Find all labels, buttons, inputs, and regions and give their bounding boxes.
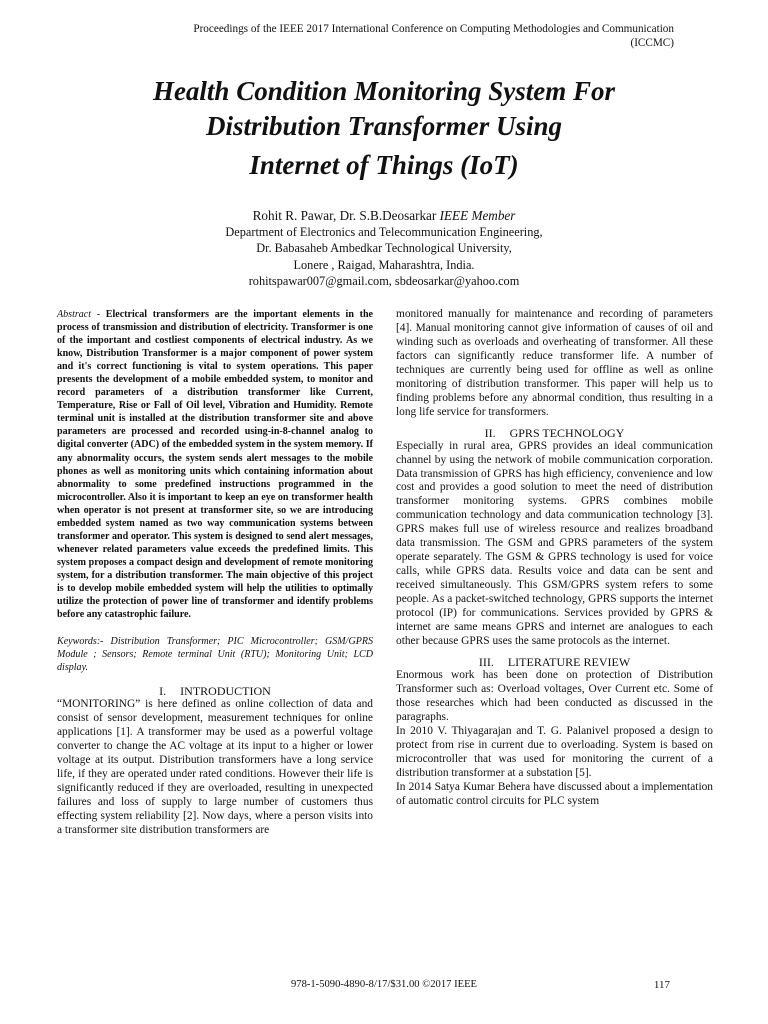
proceedings-line-1: Proceedings of the IEEE 2017 International Conference on Computing Methodologies and Communication — [193, 23, 674, 35]
author-names-line — [60, 208, 708, 224]
title-line-3: Internet of Things (IoT) — [249, 150, 519, 180]
section-number: II. — [484, 425, 496, 440]
proceedings-header — [114, 22, 674, 50]
literature-paragraph: In 2010 V. Thiyagarajan and T. G. Palanivel proposed a design to protect from rise in current due to overloading. System is based on microcontroller that was used for monitoring the current of a distribution transformer at a substation [5]. — [396, 724, 713, 779]
title-line-1: Health Condition Monitoring System For — [152, 76, 616, 106]
author-university: Dr. Babasaheb Ambedkar Technological University, — [256, 241, 512, 256]
gprs-text: Especially in rural area, GPRS provides an ideal communication channel by using the network of mobile communication corporation. Data transmission of GPRS has high efficiency, convenience and low cost and provides a good solution to meet the need of distribution transformer monitoring systems. GPRS combines mobile communication technology and data communication technology [3]. GPRS makes full use of wireless resource and realizes broadband data transmission. The GSM and GPRS parameters of the system operate separately. The GSM & GPRS technology is used for voice calls, while GPRS data. Results voice and data can be sent and received simultaneously. This GSM/GPRS system refers to some people. As a packet-switched technology, GPRS supports the internet protocol (IP) for communications. Services provided by GPRS & internet are same means GPRS and internet are analogues to each other because GPRS uses the same protocols as the internet. — [396, 439, 713, 647]
paper-title — [50, 74, 718, 183]
author-names: Rohit R. Pawar, Dr. S.B.Deosarkar — [252, 208, 437, 223]
section-heading-literature — [396, 655, 713, 669]
author-membership: IEEE Member — [439, 208, 516, 223]
section-heading-introduction — [57, 684, 373, 698]
section-heading-gprs — [396, 426, 713, 440]
introduction-text: “MONITORING” is here defined as online collection of data and consist of sensor development, measurement techniques for online applications [1]. A transformer may be used as a powerful voltage converter to change the AC voltage at its input to a higher or lower voltage at its output. Distribution transformers have a long service life, if they are operated under rated conditions. However their life is significantly reduced if they are overloaded, resulting in unexpected failures and loss of supply to large number of customers thus effecting system reliability [2]. Now days, where a person visits into a transformer site distribution transformers are — [57, 698, 373, 836]
literature-paragraph: In 2014 Satya Kumar Behera have discussed about a implementation of automatic control circuits for PLC system — [396, 780, 713, 807]
author-department: Department of Electronics and Telecommunication Engineering, — [225, 225, 543, 240]
title-line-2: Distribution Transformer Using — [205, 111, 563, 141]
author-location: Lonere , Raigad, Maharashtra, India. — [293, 257, 475, 272]
abstract-label: Abstract - — [57, 309, 101, 320]
section-number: III. — [478, 654, 494, 669]
introduction-continued-text: monitored manually for maintenance and recording of parameters [4]. Manual monitoring cannot give information of causes of oil and winding such as overloads and overheating of transformer. All these factors can significantly reduce transformer life. A number of techniques are currently being used for offline as well as online monitoring of distribution transformer. This paper will help us to finding problems before any abnormal condition, thus resulting in a long life service for transformers. — [396, 308, 713, 418]
abstract — [57, 308, 373, 621]
page-number: 117 — [653, 979, 670, 991]
section-title: GPRS TECHNOLOGY — [509, 425, 625, 440]
section-title: INTRODUCTION — [180, 684, 271, 699]
author-block — [60, 208, 708, 289]
author-emails: rohitspawar007@gmail.com, sbdeosarkar@yahoo.com — [248, 273, 520, 288]
right-column — [396, 308, 713, 808]
literature-paragraph: Enormous work has been done on protection of Distribution Transformer such as: Overload voltages, Over Current etc. Some of those researches which had been conducted as discussed in the paragraphs. — [396, 668, 713, 723]
abstract-text: Electrical transformers are the important elements in the process of transmission and distribution of electricity. Transformer is one of the important and costliest components of electrical industry. As we know, Distribution Transformer is a major component of power system and it's correct functioning is vital to system operations. This paper presents the development of a mobile embedded system, to monitor and record parameters of a distribution transformer like Current, Temperature, Rise or Fall of Oil level, Vibration and Humidity. Remote terminal unit is installed at the distribution transformer site and above parameters are processed and recorded using-in-8-channel analog to digital converter (ADC) of the embedded system in the system memory. If any abnormality occurs, the system sends alert messages to the mobile phones as well as monitoring units which containing information about abnormality to some predefined instructions programmed in the microcontroller. Also it is important to keep an eye on transformer health when operator is not present at transformer site, so we are introducing embedded system named as two way communication systems between transformer and operator. This system is designed to send alert messages, whenever related parameters value exceeds the predefined limits. This system proposes a compact design and development of remote monitoring system, for a distribution transformer. The main objective of this project is to develop mobile embedded system will help the utilities to optimally utilize the protection of power line of transformer and identify problems before any catastrophic failure. — [57, 309, 373, 621]
left-column — [57, 308, 373, 838]
keywords: Keywords:- Distribution Transformer; PIC Microcontroller; GSM/GPRS Module ; Sensors; Remote terminal Unit (RTU); Monitoring Unit; LCD display. — [57, 636, 373, 674]
footer-identifier: 978-1-5090-4890-8/17/$31.00 ©2017 IEEE — [290, 979, 478, 990]
section-title: LITERATURE REVIEW — [507, 654, 631, 669]
proceedings-line-2: (ICCMC) — [630, 37, 674, 49]
section-number: I. — [159, 684, 167, 699]
